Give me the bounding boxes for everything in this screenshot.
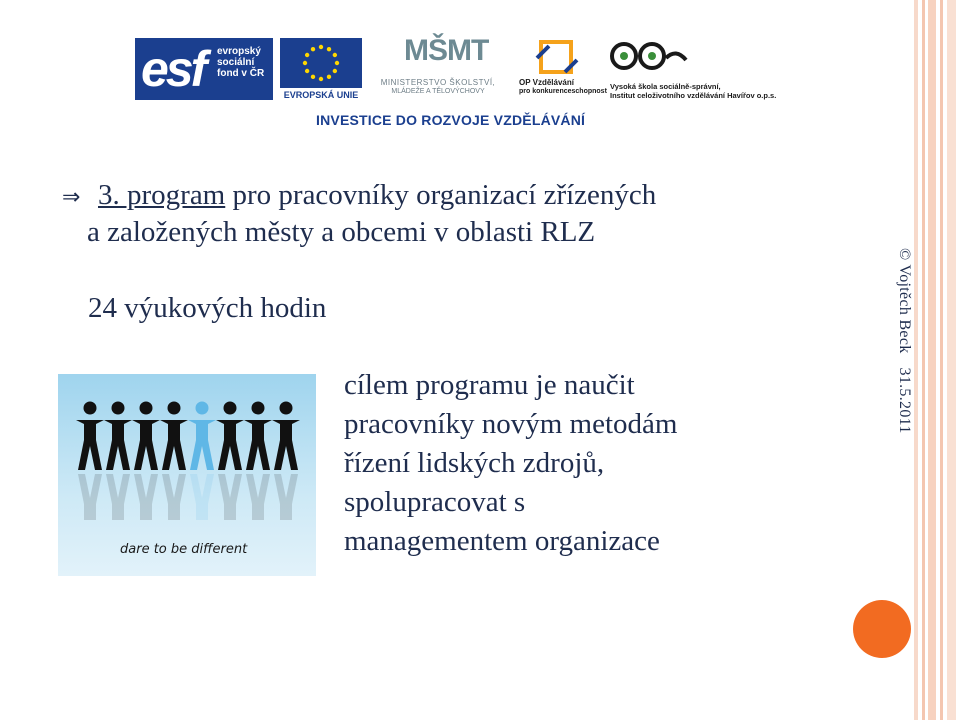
- eu-star: [319, 77, 323, 81]
- vs-line-2: Institut celoživotního vzdělávání Havířov o.p.s.: [610, 91, 777, 100]
- eu-star: [333, 53, 337, 57]
- esf-logo-icon: esf evropský sociální fond v ČR: [135, 38, 273, 100]
- goal-line-1: cílem programu je naučit: [344, 369, 635, 401]
- person-figure: [272, 402, 300, 470]
- author-text: © Vojtěch Beck: [896, 248, 913, 354]
- goal-text: [344, 366, 677, 561]
- eu-star: [303, 61, 307, 65]
- msmt-line-1: MINISTERSTVO ŠKOLSTVÍ,: [380, 78, 496, 87]
- op-logo-icon: [515, 38, 615, 100]
- person-figure: [104, 402, 132, 470]
- hours-text: 24 výukových hodin: [88, 292, 327, 324]
- goal-line-5: managementem organizace: [344, 525, 660, 557]
- person-figure: [160, 402, 188, 470]
- person-reflection: [218, 474, 242, 520]
- esf-line-1: evropský: [217, 46, 261, 57]
- person-figure: [216, 402, 244, 470]
- vs-line-1: Vysoká škola sociálně-správní,: [610, 82, 721, 91]
- person-reflection: [190, 474, 214, 520]
- op-line-1: OP Vzdělávání: [519, 78, 574, 87]
- person-figure: [132, 402, 160, 470]
- goal-line-4: spolupracovat s: [344, 486, 526, 518]
- eu-flag-icon: [280, 38, 362, 88]
- person-reflection: [106, 474, 130, 520]
- person-figure: [76, 402, 104, 470]
- heading-link[interactable]: 3. program: [98, 179, 226, 211]
- person-reflection: [162, 474, 186, 520]
- eu-star: [311, 75, 315, 79]
- eu-star: [327, 47, 331, 51]
- esf-line-3: fond v ČR: [217, 68, 265, 79]
- msmt-line-2: MLÁDEŽE A TĚLOVÝCHOVY: [391, 88, 485, 95]
- person-reflection: [274, 474, 298, 520]
- person-reflection: [78, 474, 102, 520]
- eu-star: [319, 45, 323, 49]
- picture-caption: dare to be different: [120, 542, 248, 557]
- decorative-stripes: [914, 0, 960, 720]
- esf-line-2: sociální: [217, 57, 255, 68]
- eu-star: [333, 69, 337, 73]
- eu-logo: [280, 38, 362, 100]
- orange-circle: [853, 600, 911, 658]
- eu-star: [311, 47, 315, 51]
- date-text: 31.5.2011: [896, 367, 913, 434]
- slide-heading: [62, 178, 656, 250]
- eu-star: [305, 69, 309, 73]
- implies-arrow-icon: ⇒: [62, 185, 81, 210]
- person-reflection: [134, 474, 158, 520]
- person-figure: [244, 402, 272, 470]
- heading-text: pro pracovníky organizací zřízených: [225, 179, 657, 211]
- owl-logo-icon: [610, 38, 790, 100]
- slogan: INVESTICE DO ROZVOJE VZDĚLÁVÁNÍ: [316, 112, 586, 128]
- vertical-footer: [893, 248, 913, 468]
- eu-star: [305, 53, 309, 57]
- dare-to-be-different-image: [58, 374, 316, 576]
- op-line-2: pro konkurenceschopnost: [519, 88, 607, 95]
- person-figure: [188, 402, 216, 470]
- goal-line-3: řízení lidských zdrojů,: [344, 447, 605, 479]
- heading-line-2: a založených městy a obcemi v oblasti RLZ: [87, 216, 596, 248]
- eu-star: [335, 61, 339, 65]
- goal-line-2: pracovníky novým metodám: [344, 408, 678, 440]
- person-reflection: [246, 474, 270, 520]
- eu-star: [327, 75, 331, 79]
- eu-label: EVROPSKÁ UNIE: [283, 90, 359, 100]
- msmt-logo-icon: MŠMT MINISTERSTVO ŠKOLSTVÍ, MLÁDEŽE A TĚLOVÝCHOVY: [368, 34, 508, 100]
